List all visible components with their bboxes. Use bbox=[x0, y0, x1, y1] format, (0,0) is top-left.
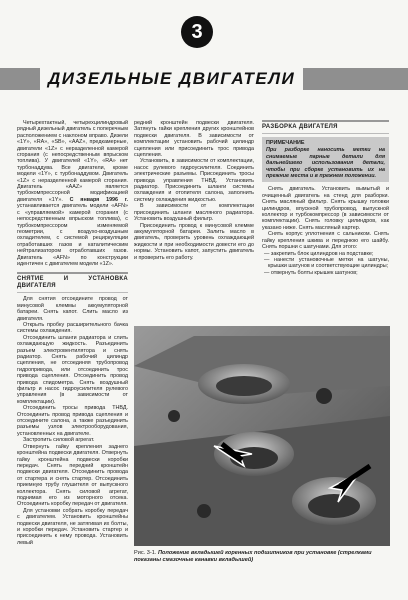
section-heading-removal: СНЯТИЕ И УСТАНОВКА ДВИГАТЕЛЯ bbox=[17, 272, 128, 293]
paragraph: Для установки собрать коробку передач с двигателем. Установить кронштейны подвески двигателя, не затягивая их болты, и коробки передач. Установить стартер и присоединить к нему провода. Установить левый bbox=[17, 507, 128, 546]
paragraph: Для снятия отсоедините провод от минусовой клеммы аккумуляторной батареи. Снять капот. Слить масло из двигателя. bbox=[17, 296, 128, 322]
chapter-number-badge: 3 bbox=[181, 16, 213, 48]
list-item: — нанести установочные метки на шатуны, крышки шатунов и соответствующие цилиндры; bbox=[264, 256, 389, 270]
section-heading-disassembly: РАЗБОРКА ДВИГАТЕЛЯ bbox=[262, 120, 389, 134]
figure-caption bbox=[134, 550, 390, 564]
bolt-hole bbox=[197, 504, 211, 518]
paragraph: Установить, в зависимости от комплектации, насос рулевого гидроусилителя. Соединить электрические разъемы. Присоединить тросы привода управления ТНВД. Установить радиатор. Присоединить шланги системы охлаждения и отопителя салона, заполнить систему охлаждения жидкостью. bbox=[134, 158, 254, 203]
bearing-saddle-top bbox=[198, 364, 290, 404]
text-column-2 bbox=[134, 120, 254, 261]
paragraph: Открыть пробку расширительного бачка системы охлаждения. bbox=[17, 321, 128, 335]
intro-text: Четырехтактный, четырехцилиндровый рядный дизельный двигатель с поперечным расположением с наклоном вправо. Дизели «1Y», «RA», «SB», «AAZ», предкамерные, двигатели «1Z» с неразделенной камерой сгорания (с непосредственным впрыском топлива). У двигателей «1Y», «RA» нет турбонаддува. Все двигатели, кроме модели «1Y», с турбонаддувом. Двигатель «1Z» с неразделенной камерой сгорания. Двигатель «AAZ» является турбокомпрессорной модификацией двигателя «1Y». bbox=[17, 120, 128, 203]
note-box bbox=[262, 137, 389, 182]
text-column-3 bbox=[262, 120, 389, 276]
figure-label: Рис. 3-1. bbox=[134, 550, 157, 556]
paragraph: Застропить силовой агрегат. bbox=[23, 437, 95, 444]
intro-bold-date: С января 1996 г. bbox=[69, 196, 129, 203]
list-item: — отвернуть болты крышек шатунов; bbox=[264, 269, 358, 276]
list-item: — закрепить блок цилиндров на подставке; bbox=[264, 250, 374, 257]
paragraph: Отвернуть гайку крепления заднего кронштейна подвески двигателя. Отвернуть гайку кронштейна подвески коробки передач. Снять передний кронштейн подвески двигателя. Отсоединить провода от стартера и снять стартер. Отсоединить приемную трубу глушителя от выпускного коллектора. Снять силовой агрегат, поднимая его из моторного отсека. Отсоединить коробку передач от двигателя. bbox=[17, 443, 128, 508]
bolt-hole bbox=[168, 410, 180, 422]
intro-text-2: устанавливается двигатель модели «AFN» с «управляемой» камерой сгорания (с непосредственным впрыском топлива), с турбокомпрессором изменяемой геометрии, с воздухо-воздушным охладителем, с системой рециркуляции отработавших газов и каталитическим нейтрализатором отработавших газов. Двигатель «AFN» по конструкции идентичен с двигателем модели «1Z». bbox=[17, 203, 128, 267]
text-column-1 bbox=[17, 120, 128, 546]
engine-block-photo bbox=[134, 326, 390, 546]
section-title: ДИЗЕЛЬНЫЕ ДВИГАТЕЛИ bbox=[40, 66, 303, 92]
bearing-saddle-bottom bbox=[292, 477, 376, 525]
paragraph: редний кронштейн подвески двигателя. Затянуть гайки крепления других кронштейнов подвески двигателя. В зависимости от комплектации установить рабочий цилиндр сцепления или присоединить трос привода сцепления. bbox=[134, 120, 254, 159]
figure-caption-text: Положение вкладышей коренных подшипников при установке (стрелками показаны смазочные канавки вкладышей) bbox=[134, 550, 372, 563]
paragraph: Присоединить провод к минусовой клемме аккумуляторной батареи. Залить масло в двигатель, проверить уровень охлаждающей жидкости и при необходимости довести его до нормы. Установить капот, запустить двигатель и проверить его работу. bbox=[134, 222, 254, 261]
paragraph: Отсоединить тросы привода ТНВД. Отсоединить провод привода сцепления и отсоедините салона, а также разъединить разъемы узлов электрооборудования, установленных на двигателе. bbox=[17, 405, 128, 437]
engine-block-illustration bbox=[134, 326, 390, 546]
paragraph: Снять корпус уплотнения с сальником. Снять гайку крепления шкива и переднюю его шайбу. Снять поршни с шатунами. Для этого: bbox=[262, 231, 389, 251]
paragraph: В зависимости от комплектации присоединить шланги масляного радиатора. Установить воздушный фильтр. bbox=[134, 203, 254, 223]
paragraph: Отсоединить шланги радиатора и слить охлаждающую жидкость. Разъединить разъем электровентилятора и снять радиатор. Снять рабочий цилиндр сцепления, не отсоединяя трубопровод гидропривода, или отсоединить трос привода сцепления. Отсоединить провод привода спидометра. Снять воздушный фильтр и насос гидроусилителя рулевого управления (в зависимости от комплектации). bbox=[17, 334, 128, 405]
paragraph: Снять двигатель. Установить вымытый и очищенный двигатель на стенд для разборки. Снять масляный фильтр. Снять крышку головки цилиндров, впускной трубопровод, выпускной коллектор и турбокомпрессор (в зависимости от комплектации). Снять головку цилиндров, как указано ниже. Снять масляный картер. bbox=[262, 186, 389, 231]
note-title: ПРИМЕЧАНИЕ bbox=[266, 140, 305, 146]
note-text: При разборке наносить метки на снимаемые парные детали для дальнейшего использования детали, чтобы при сборке установить их на прежние места и в прежнем положении. bbox=[266, 147, 385, 180]
bolt-hole bbox=[316, 388, 332, 404]
steps-list bbox=[262, 251, 389, 277]
intro-paragraph bbox=[17, 120, 128, 267]
